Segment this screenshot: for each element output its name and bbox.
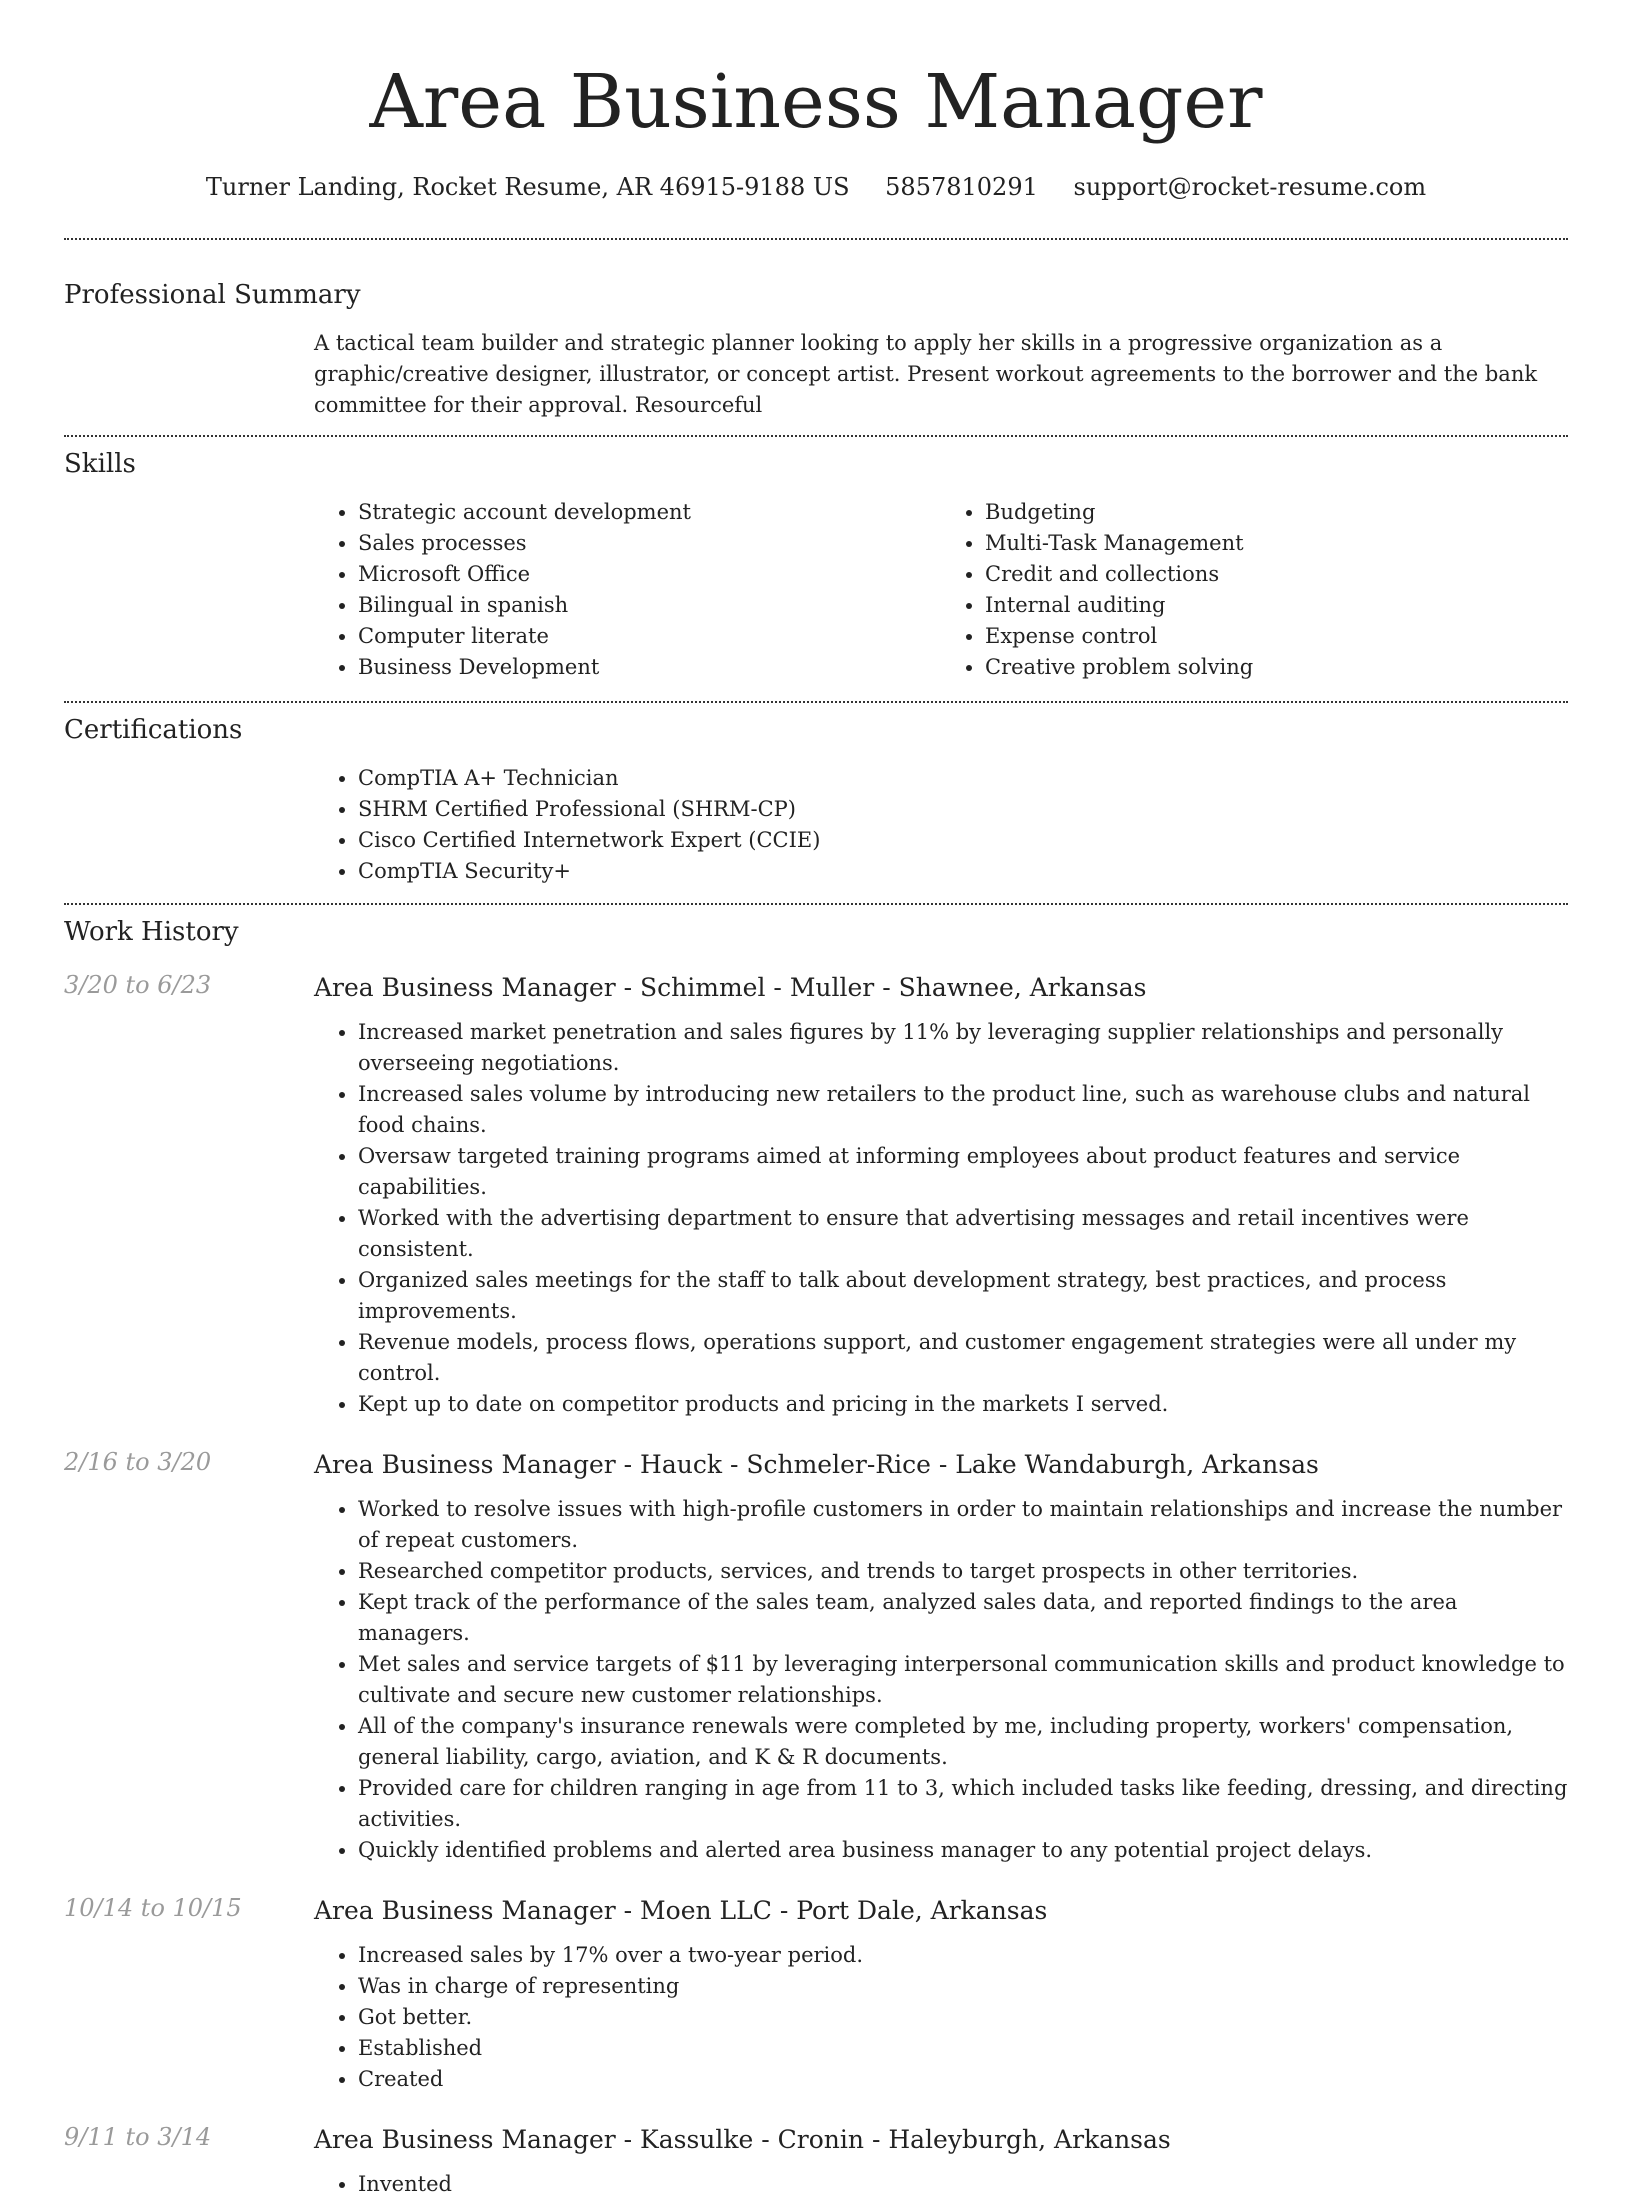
certifications-section xyxy=(64,715,1568,887)
job-bullet: • Increased sales volume by introducing new retailers to the product line, such as warehouse clubs and natural food chains. xyxy=(358,1079,1568,1141)
job-entry xyxy=(64,1448,1568,1866)
job-date: 2/16 to 3/20 xyxy=(64,1448,212,1476)
skill-item: • Bilingual in spanish xyxy=(358,590,941,621)
job-date: 10/14 to 10/15 xyxy=(64,1894,242,1922)
contact-line xyxy=(0,170,1632,204)
job-bullet: • Met sales and service targets of $11 by leveraging interpersonal communication skills and product knowledge to cultivate and secure new customer relationships. xyxy=(358,1649,1568,1711)
job-bullet: • Worked to resolve issues with high-profile customers in order to maintain relationships and increase the number of repeat customers. xyxy=(358,1494,1568,1556)
job-bullet: • Quickly identified problems and alerted area business manager to any potential project delays. xyxy=(358,1835,1568,1866)
job-bullet: • Established xyxy=(358,2033,1568,2064)
job-date: 3/20 to 6/23 xyxy=(64,971,212,999)
job-bullet: • Got better. xyxy=(358,2002,1568,2033)
contact-address: Turner Landing, Rocket Resume, AR 46915-9188 US xyxy=(205,173,850,201)
job-bullet: • Oversaw targeted training programs aimed at informing employees about product features and service capabilities. xyxy=(358,1141,1568,1203)
skills-section xyxy=(64,449,1568,683)
job-bullet: • Was in charge of representing xyxy=(358,1971,1568,2002)
resume-name: Area Business Manager xyxy=(369,59,1263,145)
certification-item: • CompTIA Security+ xyxy=(358,856,1568,887)
divider xyxy=(64,903,1568,905)
job-bullets xyxy=(314,2169,1568,2200)
skill-item: • Sales processes xyxy=(358,528,941,559)
job-entry xyxy=(64,971,1568,1420)
skill-item: • Budgeting xyxy=(985,497,1568,528)
skills-list-right xyxy=(941,497,1568,683)
job-title: Area Business Manager - Hauck - Schmeler-Rice - Lake Wandaburgh, Arkansas xyxy=(314,1450,1319,1479)
job-bullet: • All of the company's insurance renewals were completed by me, including property, workers' compensation, general liability, cargo, aviation, and K & R documents. xyxy=(358,1711,1568,1773)
job-bullet: • Provided care for children ranging in age from 11 to 3, which included tasks like feeding, dressing, and directing activities. xyxy=(358,1773,1568,1835)
job-bullet: • Invented xyxy=(358,2169,1568,2200)
job-title: Area Business Manager - Kassulke - Cronin - Haleyburgh, Arkansas xyxy=(314,2125,1171,2154)
certification-item: • Cisco Certified Internetwork Expert (CCIE) xyxy=(358,825,1568,856)
contact-email: support@rocket-resume.com xyxy=(1073,173,1427,201)
skill-item: • Expense control xyxy=(985,621,1568,652)
skill-item: • Business Development xyxy=(358,652,941,683)
skill-item: • Microsoft Office xyxy=(358,559,941,590)
contact-phone: 5857810291 xyxy=(885,173,1038,201)
skills-list-left xyxy=(314,497,941,683)
job-bullet: • Kept up to date on competitor products and pricing in the markets I served. xyxy=(358,1389,1568,1420)
skill-item: • Strategic account development xyxy=(358,497,941,528)
certifications-title: Certifications xyxy=(64,715,243,745)
certification-item: • CompTIA A+ Technician xyxy=(358,763,1568,794)
skills-title: Skills xyxy=(64,449,136,479)
summary-section xyxy=(64,280,1568,421)
skill-item: • Multi-Task Management xyxy=(985,528,1568,559)
job-date: 9/11 to 3/14 xyxy=(64,2123,212,2151)
job-entry xyxy=(64,1894,1568,2095)
job-bullet: • Increased sales by 17% over a two-year period. xyxy=(358,1940,1568,1971)
job-entry xyxy=(64,2123,1568,2200)
job-bullet: • Organized sales meetings for the staff to talk about development strategy, best practices, and process improvements. xyxy=(358,1265,1568,1327)
job-title: Area Business Manager - Moen LLC - Port Dale, Arkansas xyxy=(314,1896,1048,1925)
work-history-section xyxy=(64,917,1568,2200)
skill-item: • Computer literate xyxy=(358,621,941,652)
work-history-title: Work History xyxy=(64,917,239,947)
job-bullet: • Increased market penetration and sales figures by 11% by leveraging supplier relationships and personally overseeing negotiations. xyxy=(358,1017,1568,1079)
job-bullet: • Revenue models, process flows, operations support, and customer engagement strategies were all under my control. xyxy=(358,1327,1568,1389)
skill-item: • Internal auditing xyxy=(985,590,1568,621)
job-bullet: • Created xyxy=(358,2064,1568,2095)
job-bullets xyxy=(314,1017,1568,1420)
job-bullets xyxy=(314,1494,1568,1866)
certification-item: • SHRM Certified Professional (SHRM-CP) xyxy=(358,794,1568,825)
skill-item: • Credit and collections xyxy=(985,559,1568,590)
job-bullet: • Kept track of the performance of the sales team, analyzed sales data, and reported findings to the area managers. xyxy=(358,1587,1568,1649)
summary-text: A tactical team builder and strategic planner looking to apply her skills in a progressive organization as a graphic/creative designer, illustrator, or concept artist. Present workout agreements to the borrower and the bank committee for their approval. Resourceful xyxy=(314,331,1538,417)
job-bullet: • Researched competitor products, services, and trends to target prospects in other territories. xyxy=(358,1556,1568,1587)
divider xyxy=(64,238,1568,240)
certifications-list xyxy=(314,763,1568,887)
divider xyxy=(64,701,1568,703)
job-bullets xyxy=(314,1940,1568,2095)
skill-item: • Creative problem solving xyxy=(985,652,1568,683)
job-bullet: • Worked with the advertising department to ensure that advertising messages and retail incentives were consistent. xyxy=(358,1203,1568,1265)
summary-title: Professional Summary xyxy=(64,280,361,310)
job-title: Area Business Manager - Schimmel - Muller - Shawnee, Arkansas xyxy=(314,973,1147,1002)
divider xyxy=(64,435,1568,437)
